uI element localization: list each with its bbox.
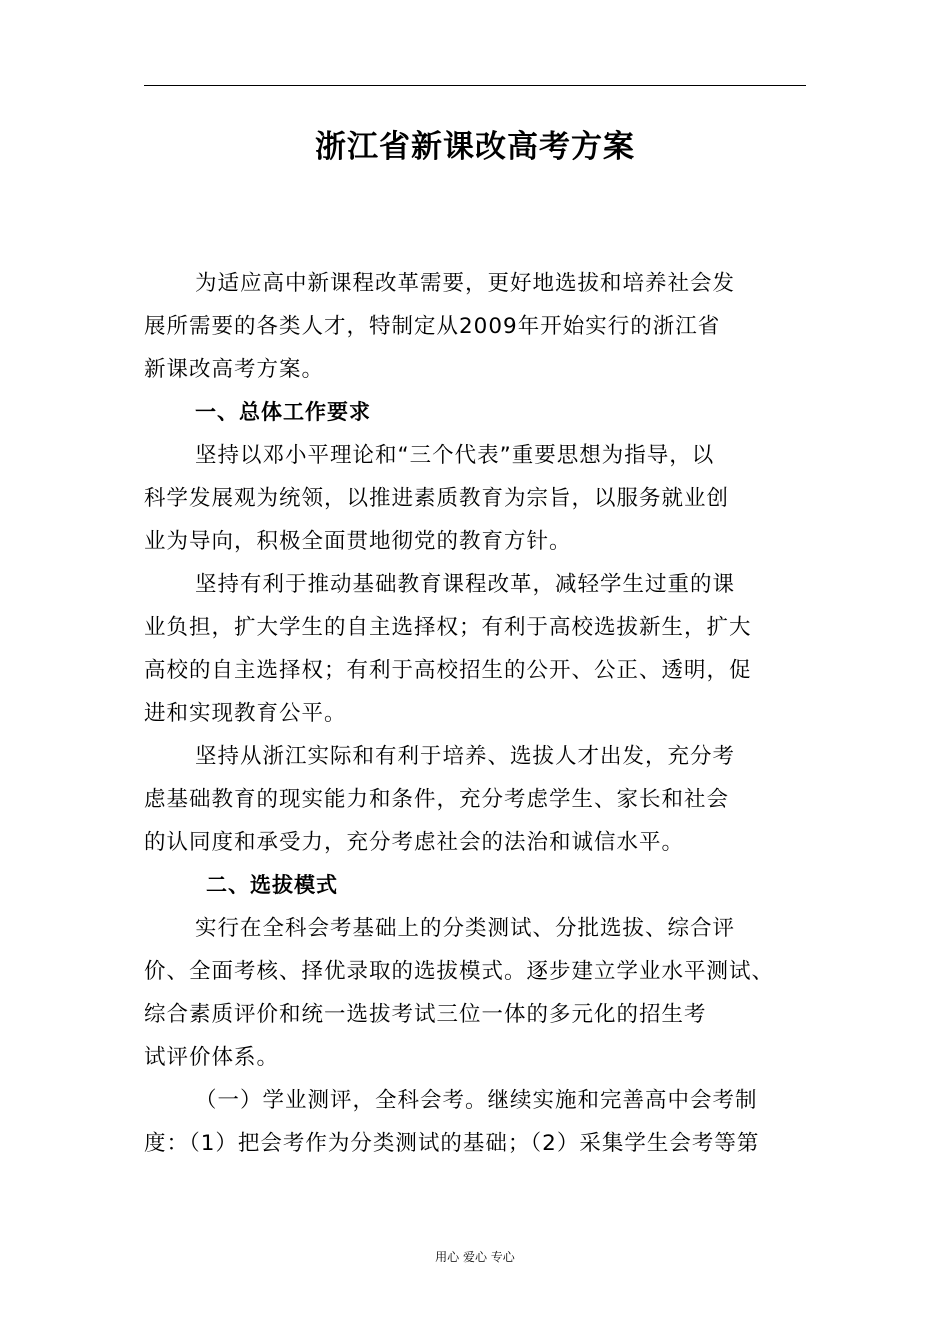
- text-line: 试评价体系。: [144, 1045, 280, 1070]
- document-title: 浙江省新课改高考方案: [315, 129, 635, 165]
- text-line: 综合素质评价和统一选拔考试三位一体的多元化的招生考: [144, 1002, 707, 1027]
- paragraph-practical: [144, 735, 814, 864]
- paragraph-reform: [144, 563, 814, 735]
- text-line: （一）学业测评，全科会考。继续实施和完善高中会考制: [195, 1088, 758, 1113]
- paragraph-academic-assessment: [144, 1079, 814, 1165]
- text-line: 坚持有利于推动基础教育课程改革，减轻学生过重的课: [195, 572, 736, 597]
- text-line: 度：（1）把会考作为分类测试的基础；（2）采集学生会考等第: [144, 1131, 760, 1156]
- text-line: 高校的自主选择权；有利于高校招生的公开、公正、透明，促: [144, 658, 752, 683]
- text-line: 虑基础教育的现实能力和条件，充分考虑学生、家长和社会: [144, 787, 730, 812]
- document-body: [144, 262, 814, 1165]
- text-line: 实行在全科会考基础上的分类测试、分批选拔、综合评: [195, 916, 736, 941]
- text-line: 为适应高中新课程改革需要，更好地选拔和培养社会发: [195, 271, 736, 296]
- text-line: 新课改高考方案。: [144, 357, 325, 382]
- text-line: 科学发展观为统领，以推进素质教育为宗旨，以服务就业创: [144, 486, 730, 511]
- section-heading-2: 二、选拔模式: [206, 873, 338, 897]
- text-line: 业负担，扩大学生的自主选择权；有利于高校选拔新生，扩大: [144, 615, 752, 640]
- text-line: 坚持以邓小平理论和“三个代表”重要思想为指导，以: [195, 443, 715, 468]
- text-line: 的认同度和承受力，充分考虑社会的法治和诚信水平。: [144, 830, 685, 855]
- text-line: 业为导向，积极全面贯地彻党的教育方针。: [144, 529, 572, 554]
- text-line: 进和实现教育公平。: [144, 701, 347, 726]
- page-footer: 用心 爱心 专心: [435, 1250, 515, 1264]
- section-heading-1: 一、总体工作要求: [195, 400, 371, 424]
- paragraph-selection-mode: [144, 907, 814, 1079]
- text-line: 展所需要的各类人才，特制定从2009年开始实行的浙江省: [144, 314, 721, 339]
- paragraph-intro: [144, 262, 814, 391]
- header-rule: [144, 85, 806, 86]
- text-line: 价、全面考核、择优录取的选拔模式。逐步建立学业水平测试、: [144, 959, 775, 984]
- text-line: 坚持从浙江实际和有利于培养、选拔人才出发，充分考: [195, 744, 736, 769]
- paragraph-guideline: [144, 434, 814, 563]
